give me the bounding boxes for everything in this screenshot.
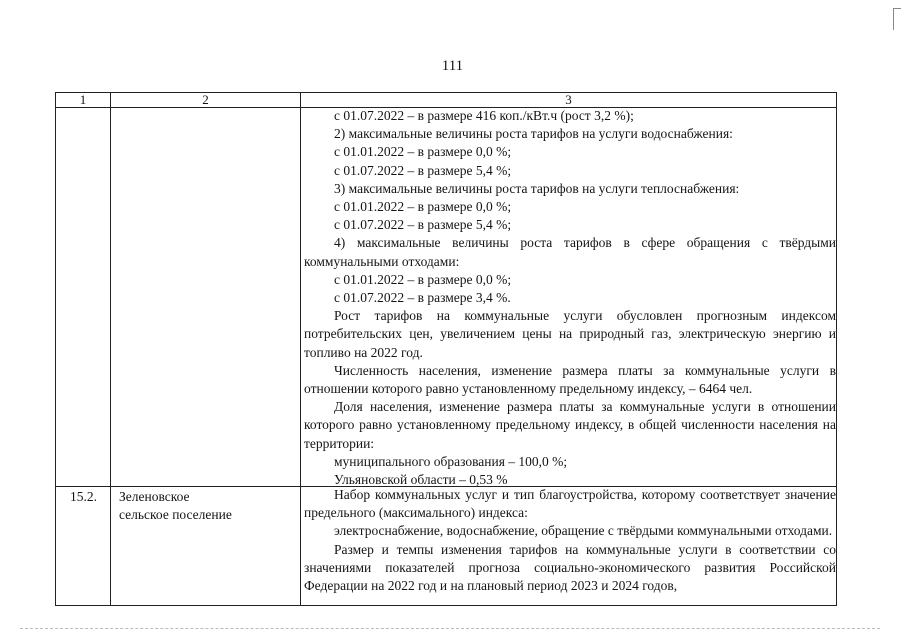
paragraph: с 01.07.2022 – в размере 3,4 %. [334, 290, 511, 306]
scan-edge-line [20, 628, 880, 630]
scan-artifact [893, 8, 894, 30]
paragraph: с 01.01.2022 – в размере 0,0 %; [334, 144, 512, 160]
paragraph: 3) максимальные величины роста тарифов на услуги теплоснабжения: [334, 180, 740, 196]
paragraph: с 01.01.2022 – в размере 0,0 %; [334, 271, 512, 287]
paragraph: с 01.01.2022 – в размере 0,0 %; [334, 199, 512, 215]
paragraph: 2) максимальные величины роста тарифов на услуги водоснабжения: [334, 126, 733, 142]
paragraph: с 01.07.2022 – в размере 416 коп./кВт.ч (рост 3,2 %); [334, 108, 634, 123]
row1-description-cell [304, 107, 836, 489]
column-divider [110, 93, 111, 605]
row2-number: 15.2. [70, 489, 97, 504]
paragraph: муниципального образования – 100,0 %; [334, 453, 568, 469]
paragraph: Численность населения, изменение размера платы за коммунальные услуги в отношении которого равно установленному предельному индексу, – 6464 чел. [304, 362, 836, 397]
settlement-name-line2: сельское поселение [119, 507, 232, 522]
settlement-name-line1: Зеленовское [119, 489, 190, 504]
paragraph: Рост тарифов на коммунальные услуги обусловлен прогнозным индексом потребительских цен, увеличением цены на природный газ, электрическую энергию и топливо на 2022 год. [304, 308, 836, 360]
tariff-table [55, 92, 837, 606]
column-header-2: 2 [202, 92, 209, 107]
column-divider [300, 93, 301, 605]
paragraph: Ульяновской области – 0,53 % [334, 472, 508, 488]
page-number: 111 [441, 58, 464, 74]
row2-settlement-name [119, 488, 232, 524]
row2-description-cell [304, 486, 836, 595]
column-header-3: 3 [565, 92, 572, 107]
paragraph: Размер и темпы изменения тарифов на коммунальные услуги в соответствии со значениями показателей прогноза социально-экономического развития Российской Федерации на 2022 год и на плановый период 2023 и 2024 годов, [304, 541, 836, 594]
paragraph: Набор коммунальных услуг и тип благоустройства, которому соответствует значение предельного (максимального) индекса: [304, 487, 836, 521]
paragraph: электроснабжение, водоснабжение, обращение с твёрдыми коммунальными отходами. [334, 523, 833, 539]
paragraph: с 01.07.2022 – в размере 5,4 %; [334, 217, 512, 233]
column-header-1: 1 [79, 92, 87, 107]
paragraph: с 01.07.2022 – в размере 5,4 %; [334, 162, 512, 178]
paragraph: 4) максимальные величины роста тарифов в сфере обращения с твёрдыми коммунальными отходами: [304, 235, 836, 269]
scan-artifact [893, 8, 901, 9]
paragraph: Доля населения, изменение размера платы за коммунальные услуги в отношении которого равно установленному предельному индексу, в общей численности населения на территории: [304, 399, 836, 451]
